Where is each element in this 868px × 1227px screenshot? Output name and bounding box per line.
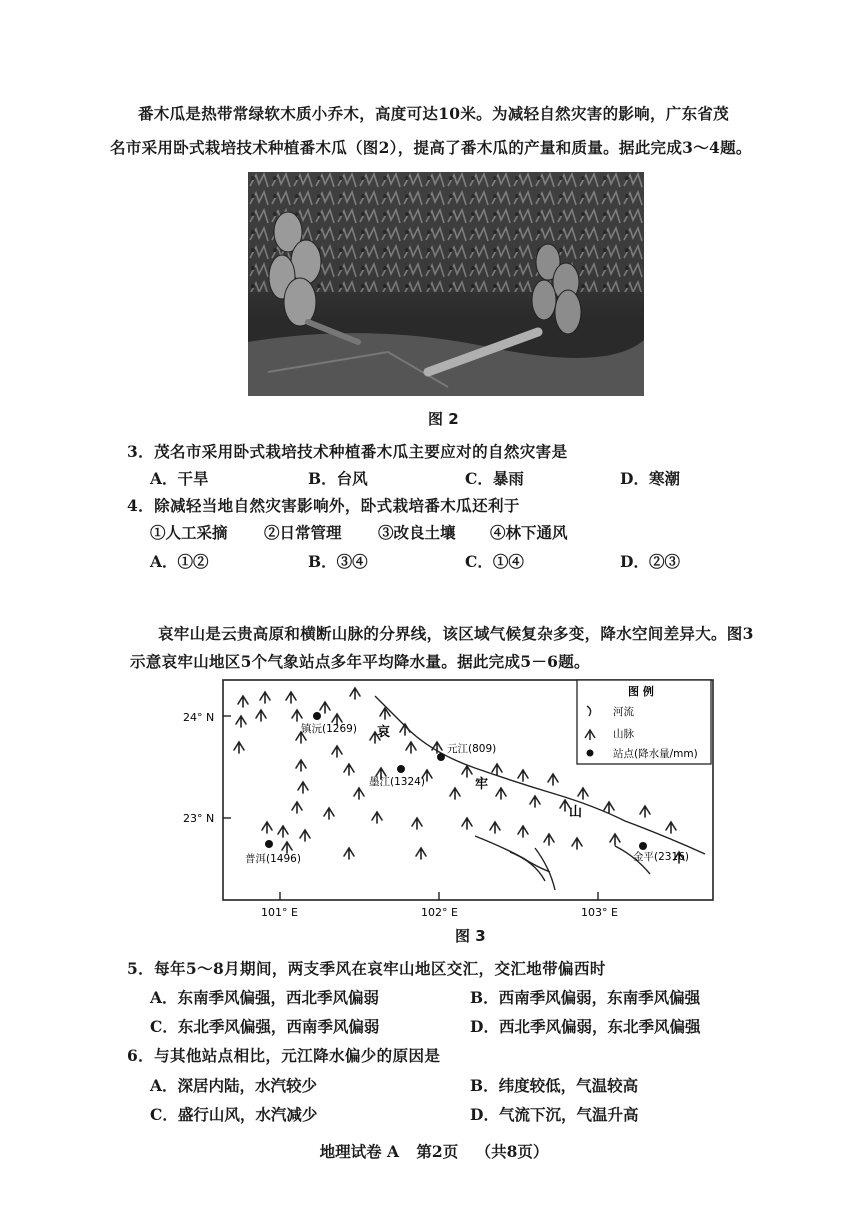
station-yuanjiang-label: 元江(809) [447, 743, 497, 755]
station-yuanjiang-dot [437, 753, 445, 761]
q6-option-d[interactable]: D．气流下沉，气温升高 [470, 1105, 639, 1124]
q3-option-a[interactable]: A．干旱 [150, 469, 209, 488]
q4-option-b[interactable]: B．③④ [308, 552, 368, 571]
q5-option-d[interactable]: D．西北季风偏弱，东北季风偏强 [470, 1017, 701, 1036]
station-puer-label: 普洱(1496) [245, 853, 301, 865]
papaya-photo [248, 172, 644, 396]
q4-option-c[interactable]: C．①④ [465, 552, 524, 571]
intro-paragraph-2 [130, 620, 820, 676]
lon-label-101e: 101° E [261, 906, 298, 919]
footer-page: 第2页 [416, 1142, 459, 1161]
ailao-mountain-map [183, 676, 725, 922]
intro-paragraph-1 [110, 100, 810, 162]
legend-river-label: 河流 [613, 706, 634, 718]
q4-item-3: ③改良土壤 [378, 523, 456, 542]
lat-label-24n: 24° N [183, 711, 215, 724]
q4-option-a[interactable]: A．①② [150, 552, 209, 571]
question-3-stem: 3．茂名市采用卧式栽培技术种植番木瓜主要应对的自然灾害是 [127, 442, 568, 461]
station-jinping-label: 金平(2316) [633, 851, 689, 863]
q4-item-1: ①人工采摘 [150, 523, 228, 542]
station-mojiang-label: 墨江(1324) [369, 776, 425, 788]
range-name-lao: 牢 [475, 777, 489, 792]
station-mojiang-dot [397, 765, 405, 773]
q4-option-d[interactable]: D．②③ [620, 552, 680, 571]
q6-option-a[interactable]: A．深居内陆，水汽较少 [150, 1076, 318, 1095]
q4-item-2: ②日常管理 [264, 523, 342, 542]
q5-option-c[interactable]: C．东北季风偏强，西南季风偏弱 [150, 1017, 380, 1036]
page-footer [0, 1140, 868, 1162]
intro-1-line-1: 番木瓜是热带常绿软木质小乔木，高度可达10米。为减轻自然灾害的影响，广东省茂 [138, 104, 729, 123]
map-legend [577, 680, 711, 764]
question-4-stem: 4．除减轻当地自然灾害影响外，卧式栽培番木瓜还利于 [127, 496, 520, 515]
footer-total: （共8页） [475, 1142, 549, 1161]
intro-2-line-1: 哀牢山是云贵高原和横断山脉的分界线，该区域气候复杂多变，降水空间差异大。图3 [158, 624, 754, 643]
station-puer-dot [265, 840, 273, 848]
station-zhenyuan-label: 镇沅(1269) [301, 723, 357, 735]
lat-label-23n: 23° N [183, 812, 215, 825]
question-5-stem: 5．每年5～8月期间，两支季风在哀牢山地区交汇，交汇地带偏西时 [127, 959, 606, 978]
station-zhenyuan-dot [313, 712, 321, 720]
lon-label-103e: 103° E [581, 906, 618, 919]
station-jinping-dot [639, 842, 647, 850]
legend-station-label: 站点(降水量/mm) [613, 748, 698, 760]
footer-subject: 地理试卷 A [319, 1142, 400, 1161]
legend-mountain-label: 山脉 [613, 728, 634, 740]
figure-2-caption: 图 2 [428, 410, 459, 428]
range-name-shan: 山 [569, 805, 583, 820]
q5-option-b[interactable]: B．西南季风偏弱，东南季风偏强 [470, 988, 701, 1007]
intro-1-line-2: 名市采用卧式栽培技术种植番木瓜（图2），提高了番木瓜的产量和质量。据此完成3～4题。 [110, 138, 752, 157]
q3-option-c[interactable]: C．暴雨 [465, 469, 524, 488]
intro-2-line-2: 示意哀牢山地区5个气象站点多年平均降水量。据此完成5－6题。 [130, 652, 590, 671]
range-name-ai: 哀 [377, 725, 391, 740]
q3-option-b[interactable]: B．台风 [308, 469, 368, 488]
q5-option-a[interactable]: A．东南季风偏强，西北季风偏弱 [150, 988, 380, 1007]
q4-item-4: ④林下通风 [490, 523, 568, 542]
figure-3-caption: 图 3 [455, 927, 486, 945]
lon-label-102e: 102° E [421, 906, 458, 919]
question-6-stem: 6．与其他站点相比，元江降水偏少的原因是 [127, 1046, 441, 1065]
legend-title: 图 例 [628, 685, 654, 698]
q6-option-b[interactable]: B．纬度较低，气温较高 [470, 1076, 639, 1095]
q3-option-d[interactable]: D．寒潮 [620, 469, 680, 488]
q6-option-c[interactable]: C．盛行山风，水汽减少 [150, 1105, 318, 1124]
